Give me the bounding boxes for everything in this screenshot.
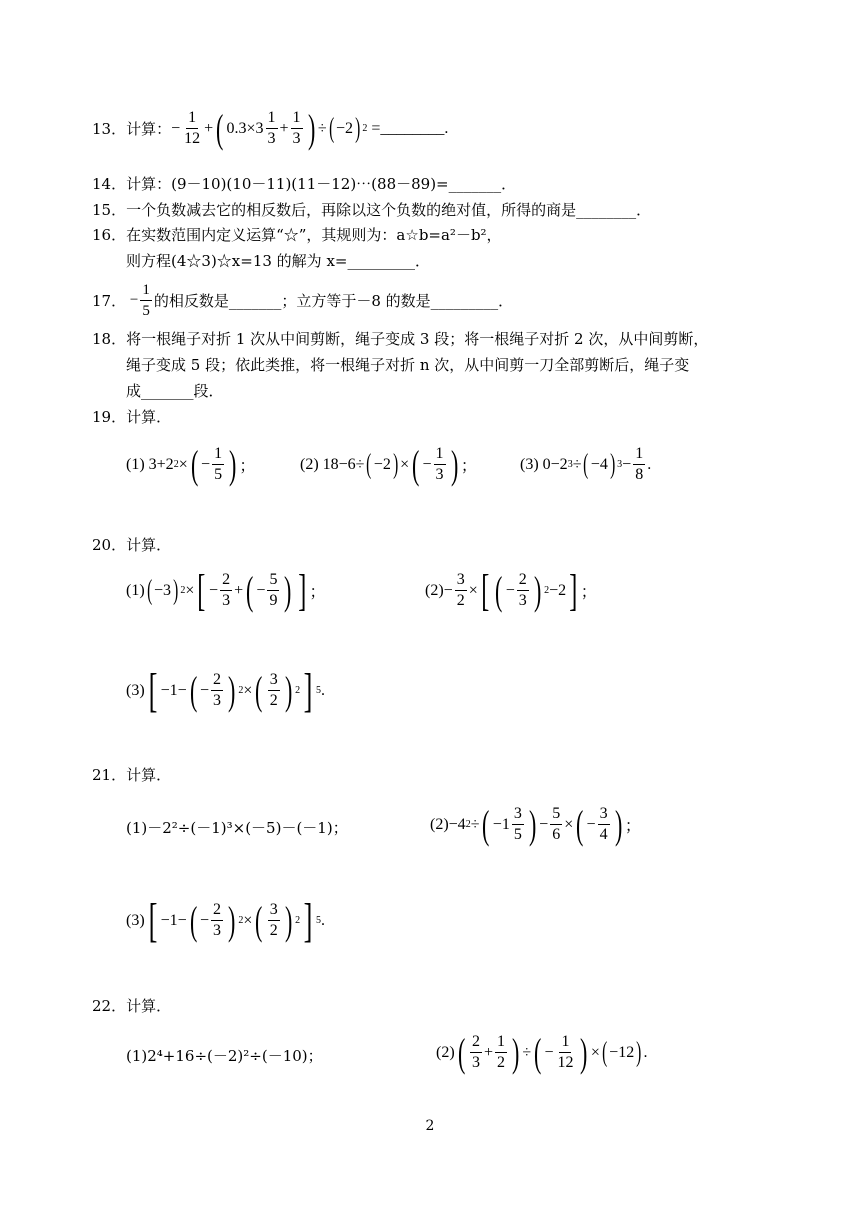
question-14: 14．计算：(9－10)(10－11)(11－12)⋯(88－89)=_______． [92,175,517,193]
q17-fraction: − $\frac{1}{5}$ [126,282,150,319]
q20-part2: (2)− $\frac{3}{2}$ × [ ( − $\frac{2}{3}$ ) 2 −2 ] ； [425,565,597,615]
q20-part1: (1) ( −3 ) 2 × [ − $\frac{2}{3}$ + ( − $\frac{5}{9}$ ) ] ； [126,565,326,615]
q13-end: . [444,119,449,137]
q19-part1: (1) 3+2 2 × ( − $\frac{1}{5}$ ) ； [126,441,256,487]
question-19-title: 19．计算． [92,408,172,426]
q22-part1: (1)2⁴+16÷(－2)²÷(－10)； [126,1047,323,1065]
q19-part2: (2) 18−6÷ ( −2 ) × ( − $\frac{1}{3}$ ) ； [300,441,477,487]
q17-prefix: 17． [92,292,127,310]
question-16-line2: 则方程(4☆3)☆x=13 的解为 x=_________． [126,252,430,270]
q19-part3: (3) 0−2 3 ÷ ( −4 ) 3 − $\frac{1}{8}$ . [520,445,652,483]
q17-text: 的相反数是_______；立方等于－8 的数是_________． [153,292,514,310]
question-18-line3: 成_______段． [126,382,224,400]
q13-prefix: 13．计算： [92,120,172,138]
question-17 [92,280,513,321]
question-18-line2: 绳子变成 5 段；依此类推，将一根绳子对折 n 次，从中间剪一刀全部剪断后，绳子变 [126,356,690,374]
q13-blank[interactable]: ________ [380,119,445,137]
q13-expression: − $\frac{1}{12}$ + ( 0.3×3 $\frac{1}{3}$ + $\frac{1}{3}$ ) ÷ ( −2 ) 2 = [171,105,381,151]
question-22-title: 22．计算． [92,997,172,1015]
q22-part2: (2) ( $\frac{2}{3}$ + $\frac{1}{2}$ ) ÷ ( − $\frac{1}{12}$ ) × ( −12 ) . [436,1029,648,1075]
q21-part2: (2)−4 2 ÷ ( −1 $\frac{3}{5}$ ) − $\frac{5}{6}$ × ( − $\frac{3}{4}$ ) ； [430,801,641,847]
q21-part1: (1)－2²÷(－1)³×(－5)－(－1)； [126,819,348,837]
question-21-title: 21．计算． [92,766,172,784]
question-20-title: 20．计算． [92,536,172,554]
q20-part3: (3) [ −1− ( − $\frac{2}{3}$ ) 2 × ( $\frac{3}{2}$ ) 2 ] 5 . [126,663,326,717]
question-13 [92,105,449,151]
question-15: 15．一个负数减去它的相反数后，再除以这个负数的绝对值，所得的商是________． [92,201,652,219]
question-18-line1: 18．将一根绳子对折 1 次从中间剪断，绳子变成 3 段；将一根绳子对折 2 次，从中间剪断， [92,330,709,348]
page-number: 2 [425,1118,435,1134]
q21-part3: (3) [ −1− ( − $\frac{2}{3}$ ) 2 × ( $\frac{3}{2}$ ) 2 ] 5 . [126,893,326,947]
question-16-line1: 16．在实数范围内定义运算“☆”，其规则为：a☆b=a²－b²， [92,226,502,244]
